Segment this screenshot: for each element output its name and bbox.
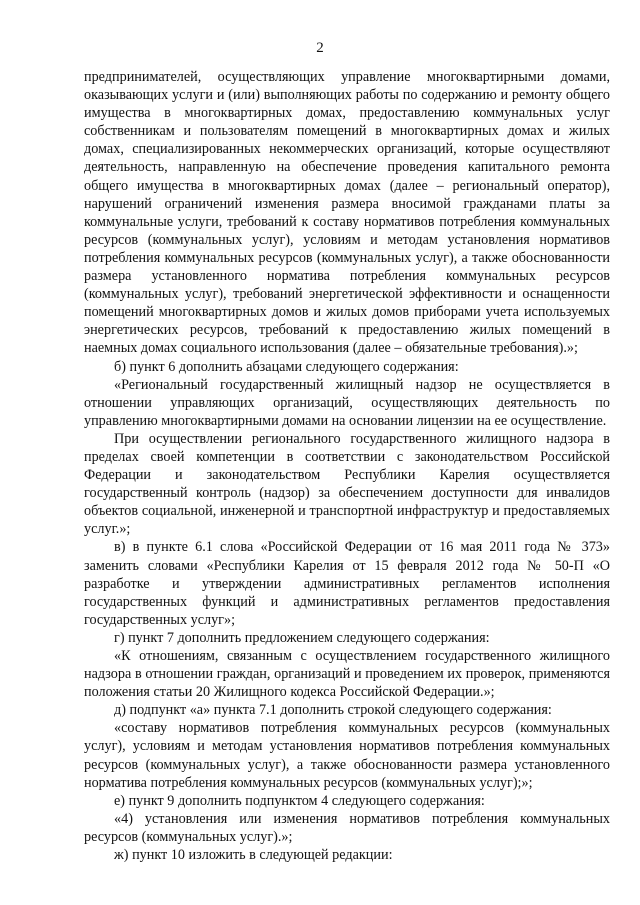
paragraph-v: в) в пункте 6.1 слова «Российской Федерации от 16 мая 2011 года № 373» заменить словами «Республики Карелия от 15 февраля 2012 года № 50-П «О разработке и утверждении административных регламентов исполнения государственных функций и административных регламентов предоставления государственных услуг»; (84, 539, 610, 628)
paragraph-g-quote: «К отношениям, связанным с осуществлением государственного жилищного надзора в отношении граждан, организаций и проведением их проверок, применяются положения статьи 20 Жилищного кодекса Российской Федерации.»; (84, 648, 610, 701)
paragraph-b-quote-1: «Региональный государственный жилищный надзор не осуществляется в отношении управляющих организаций, осуществляющих деятельность по управлению многоквартирными домами на основании лицензии на ее осуществление. (84, 376, 610, 429)
paragraph-e-quote: «4) установления или изменения нормативов потребления коммунальных ресурсов (коммунальных услуг).»; (84, 810, 610, 845)
document-body (84, 68, 610, 864)
paragraph-continuation: предпринимателей, осуществляющих управление многоквартирными домами, оказывающих услуги и (или) выполняющих работы по содержанию и ремонту общего имущества в многоквартирных домах, предоставлению коммунальных услуг собственникам и пользователям помещений в многоквартирных домах и жилых домах, специализированных некоммерческих организаций, которые осуществляют деятельность, направленную на обеспечение проведения капитального ремонта общего имущества в многоквартирных домах (далее – региональный оператор), нарушений ограничений изменения размера вносимой гражданами платы за коммунальные услуги, требований к составу нормативов потребления коммунальных ресурсов (коммунальных услуг), условиям и методам установления нормативов потребления коммунальных ресурсов (коммунальных услуг), а также обоснованности размера установленного норматива потребления коммунальных ресурсов (коммунальных услуг), требований энергетической эффективности и оснащенности помещений многоквартирных домов и жилых домов приборами учета используемых энергетических ресурсов, требований к предоставлению жилых помещений в наемных домах социального использования (далее – обязательные требования).»; (84, 69, 610, 357)
paragraph-zh: ж) пункт 10 изложить в следующей редакции: (114, 847, 393, 864)
page-number: 2 (316, 40, 324, 56)
paragraph-d: д) подпункт «а» пункта 7.1 дополнить строкой следующего содержания: (114, 702, 552, 719)
paragraph-e: е) пункт 9 дополнить подпунктом 4 следующего содержания: (114, 792, 485, 809)
paragraph-d-quote: «составу нормативов потребления коммунальных ресурсов (коммунальных услуг), условиям и методам установления нормативов потребления коммунальных ресурсов (коммунальных услуг), а также обоснованности размера установленного норматива потребления коммунальных ресурсов (коммунальных услуг);»; (84, 720, 610, 791)
paragraph-b-quote-2: При осуществлении регионального государственного жилищного надзора в пределах своей компетенции в соответствии с законодательством Российской Федерации и законодательством Республики Карелия осуществляется государственный контроль (надзор) за обеспечением доступности для инвалидов объектов социальной, инженерной и транспортной инфраструктур и предоставляемых услуг.»; (84, 430, 610, 538)
paragraph-b: б) пункт 6 дополнить абзацами следующего содержания: (114, 358, 459, 375)
paragraph-g: г) пункт 7 дополнить предложением следующего содержания: (114, 629, 490, 646)
